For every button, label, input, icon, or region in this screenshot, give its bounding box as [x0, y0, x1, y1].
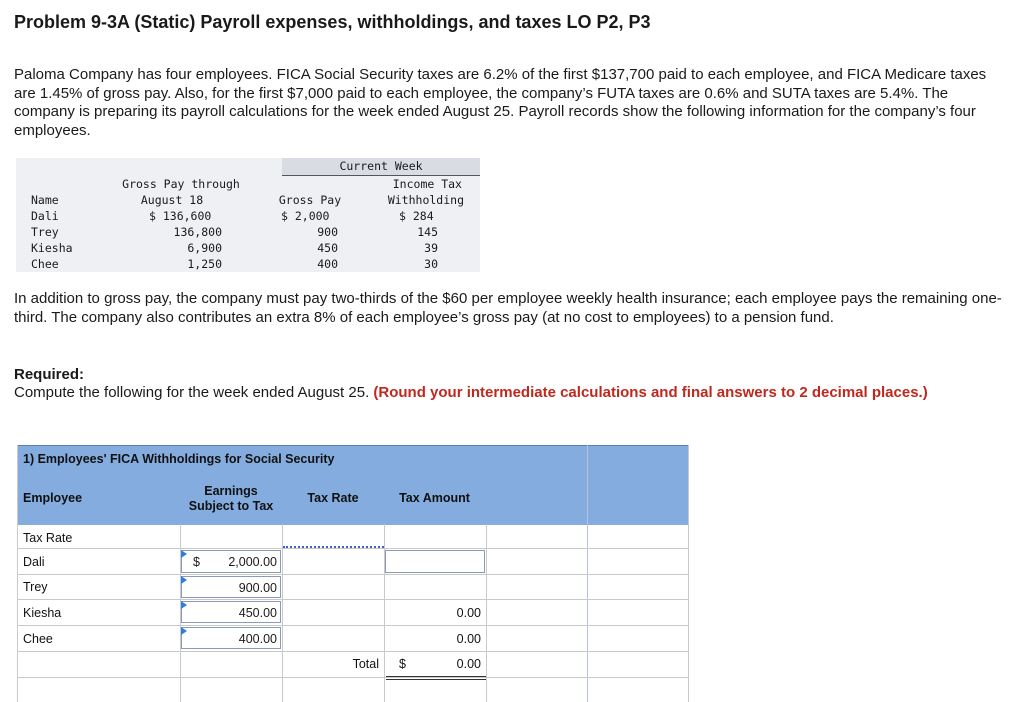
record-tax: 145: [417, 225, 438, 239]
col-tax-rate-header: Tax Rate: [307, 491, 359, 505]
fica-social-security-grid: [17, 445, 689, 702]
gross-through-header-1: Gross Pay through: [122, 177, 240, 191]
income-tax-header-1: Income Tax: [392, 177, 462, 191]
required-text: Compute the following for the week ended August 25.: [14, 384, 374, 401]
record-gross: 900: [317, 225, 338, 239]
total-underline-2: [386, 679, 486, 680]
record-through: 1,250: [187, 257, 222, 271]
tax-amount-input[interactable]: [385, 550, 485, 573]
earnings-input[interactable]: [181, 627, 281, 649]
payroll-records-table: [16, 158, 480, 272]
earnings-input[interactable]: [181, 576, 281, 598]
record-tax: $ 284: [399, 209, 434, 223]
tax-rate-row-label: Tax Rate: [23, 531, 73, 545]
currency-symbol: $: [193, 555, 200, 569]
record-name: Chee: [31, 257, 59, 271]
employee-name: Kiesha: [23, 606, 62, 620]
employee-name: Dali: [23, 555, 45, 569]
tax-amount-value: 0.00: [456, 606, 481, 620]
total-underline-1: [386, 676, 486, 677]
record-gross: $ 2,000: [281, 209, 330, 223]
total-tax-amount: 0.00: [456, 657, 481, 671]
tax-amount-value: 0.00: [456, 632, 481, 646]
record-through: $ 136,600: [149, 209, 212, 223]
record-tax: 30: [424, 257, 438, 271]
col-tax-amount-header: Tax Amount: [399, 491, 470, 505]
employee-name: Trey: [23, 580, 48, 594]
required-label: Required:: [14, 366, 85, 383]
rounding-note: (Round your intermediate calculations and final answers to 2 decimal places.): [373, 384, 928, 401]
earnings-input[interactable]: [181, 601, 281, 623]
record-name: Trey: [31, 225, 59, 239]
problem-title: Problem 9-3A (Static) Payroll expenses, withholdings, and taxes LO P2, P3: [14, 12, 651, 32]
employee-name: Chee: [23, 632, 53, 646]
earnings-value: 2,000.00: [228, 555, 277, 569]
total-label: Total: [352, 657, 379, 671]
record-name: Kiesha: [31, 241, 73, 255]
income-tax-header-2: Withholding: [387, 193, 464, 207]
col-employee-header: Employee: [23, 491, 83, 505]
record-through: 6,900: [187, 241, 222, 255]
intro-paragraph: Paloma Company has four employees. FICA Social Security taxes are 6.2% of the first $137,700 paid to each employee, and FICA Medicare taxes are 1.45% of gross pay. Also, for the first $7,000 paid to each employee, the company’s FUTA taxes are 0.6% and SUTA taxes are 5.4%. The company is preparing its payroll calculations for the week ended August 25. Payroll records show the following information for the company’s four employees.: [14, 66, 987, 139]
earnings-value: 400.00: [238, 632, 277, 646]
earnings-value: 450.00: [238, 606, 277, 620]
tax-rate-input[interactable]: [283, 524, 384, 548]
record-tax: 39: [424, 241, 438, 255]
col-earnings-header-1: Earnings: [204, 484, 258, 498]
name-header: Name: [31, 193, 59, 207]
total-currency: $: [399, 657, 406, 671]
record-through: 136,800: [173, 225, 222, 239]
earnings-input[interactable]: [181, 550, 281, 573]
grid-caption: 1) Employees' FICA Withholdings for Social Security: [23, 452, 335, 466]
col-earnings-header-2: Subject to Tax: [188, 499, 274, 513]
required-instructions: [14, 384, 1004, 403]
record-gross: 450: [317, 241, 338, 255]
record-gross: 400: [317, 257, 338, 271]
gross-pay-header: Gross Pay: [278, 193, 342, 207]
current-week-header: Current Week: [339, 159, 423, 173]
earnings-value: 900.00: [238, 581, 277, 595]
record-name: Dali: [31, 209, 59, 223]
gross-through-header-2: August 18: [140, 193, 204, 207]
addition-paragraph: In addition to gross pay, the company must pay two-thirds of the $60 per employee weekly health insurance; each employee pays the remaining one-third. The company also contributes an extra 8% of each employee’s gross pay (at no cost to employees) to a pension fund.: [14, 290, 1002, 326]
